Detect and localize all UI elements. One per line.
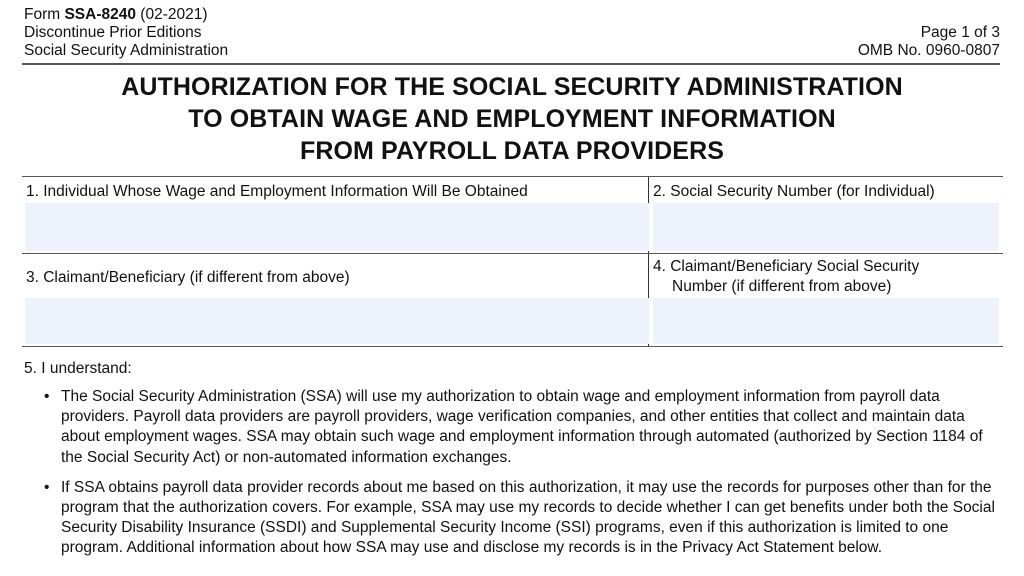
field-4-cell bbox=[649, 254, 1003, 346]
section-5-understanding bbox=[24, 359, 995, 557]
claimant-ssn-input[interactable] bbox=[653, 298, 999, 344]
omb-number: OMB No. 0960-0807 bbox=[857, 42, 1000, 59]
field-3-label: 3. Claimant/Beneficiary (if different from above) bbox=[26, 269, 350, 286]
understanding-list bbox=[44, 387, 1004, 569]
bullet-icon: • bbox=[44, 478, 50, 496]
fields-row-1 bbox=[22, 176, 1003, 253]
list-item: • The Social Security Administration (SSA) will use my authorization to obtain wage and employment information from payroll data providers. Payroll data providers are payroll providers, wage verification companies, and other entities that collect and maintain data about employment wages. SSA may obtain such wage and employment information through automated (authorized by Section 1184 of the Social Security Act) or non-automated information exchanges. bbox=[44, 388, 983, 466]
individual-name-input[interactable] bbox=[25, 203, 649, 251]
field-1-label: 1. Individual Whose Wage and Employment Information Will Be Obtained bbox=[26, 183, 528, 200]
form-header-left bbox=[24, 6, 228, 60]
section-5-heading: 5. I understand: bbox=[24, 360, 132, 377]
agency-name: Social Security Administration bbox=[24, 42, 229, 59]
field-3-cell bbox=[22, 254, 649, 346]
field-1-cell bbox=[22, 177, 649, 253]
page-indicator: Page 1 of 3 bbox=[920, 24, 1000, 41]
form-header-right bbox=[858, 24, 1000, 60]
form-id-line: Form SSA-8240 (02-2021) bbox=[24, 6, 208, 23]
individual-ssn-input[interactable] bbox=[653, 203, 999, 251]
form-number: SSA-8240 bbox=[64, 6, 136, 23]
fields-row-2 bbox=[22, 253, 1003, 347]
field-2-cell bbox=[649, 177, 1003, 253]
claimant-name-input[interactable] bbox=[25, 298, 649, 344]
list-item: • If SSA obtains payroll data provider records about me based on this authorization, it may use the records for purposes other than for the program that the authorization covers. For example, SSA may use my records to decide whether I can get benefits under both the Social Security Disability Insurance (SSDI) and Supplemental Security Income (SSI) programs, even if this authorization is limited to one program. Additional information about how SSA may use and disclose my records is in the Privacy Act Statement below. bbox=[44, 478, 995, 557]
header-divider bbox=[22, 63, 1000, 65]
identification-fields bbox=[22, 176, 1003, 347]
bullet-icon: • bbox=[44, 388, 50, 405]
discontinue-note: Discontinue Prior Editions bbox=[24, 24, 202, 41]
form-title: AUTHORIZATION FOR THE SOCIAL SECURITY ADMINISTRATION TO OBTAIN WAGE AND EMPLOYMENT INFORMATION FROM PAYROLL DATA PROVIDERS bbox=[121, 73, 903, 165]
field-2-label: 2. Social Security Number (for Individual) bbox=[653, 183, 935, 200]
field-4-label: 4. Claimant/Beneficiary Social Security Number (if different from above) bbox=[653, 258, 920, 295]
